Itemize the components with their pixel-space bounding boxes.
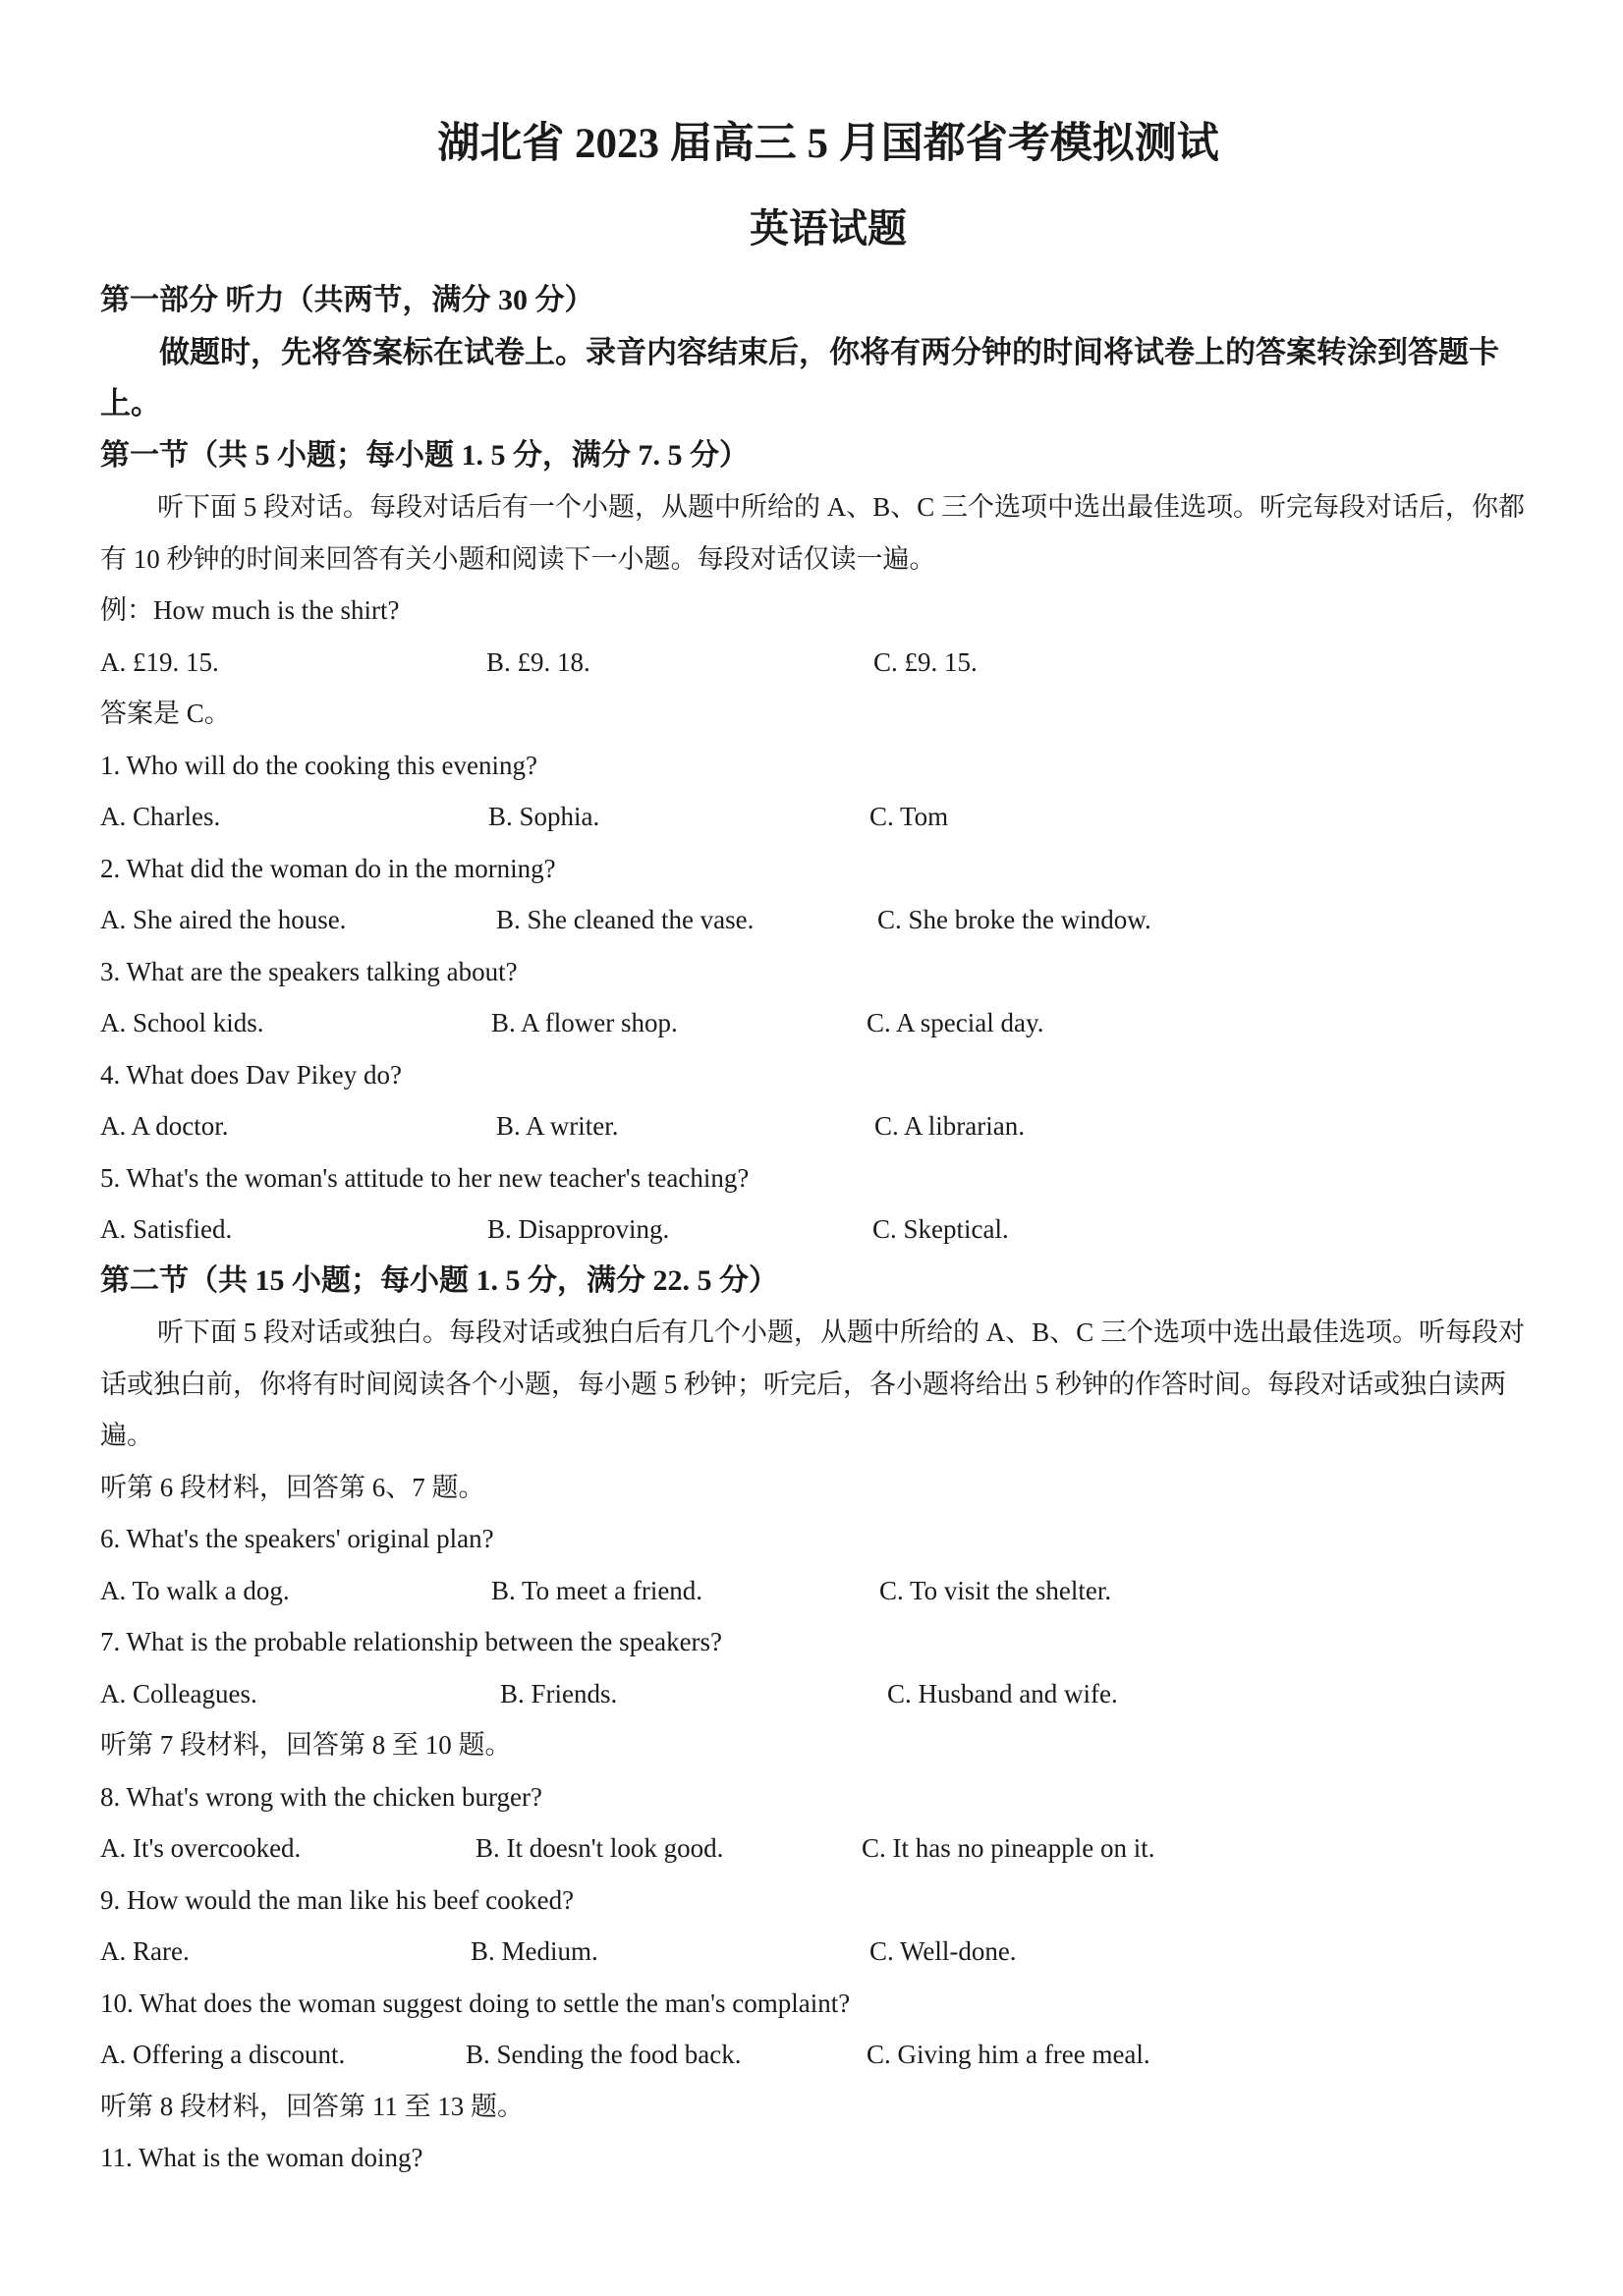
section2-heading: 第二节（共 15 小题；每小题 1. 5 分，满分 22. 5 分） (100, 1263, 778, 1297)
option-a: A. A doctor. (100, 1111, 229, 1141)
question-10-options (100, 2029, 1539, 2081)
section1-instruction: 听下面 5 段对话。每段对话后有一个小题，从题中所给的 A、B、C 三个选项中选出最佳选项。听完每段对话后，你都有 10 秒钟的时间来回答有关小题和阅读下一小题。每段对话仅读一遍。 (100, 492, 1526, 574)
option-c: C. Giving him a free meal. (867, 2040, 1150, 2069)
option-a: A. She aired the house. (100, 905, 347, 934)
option-c: C. Skeptical. (872, 1214, 1009, 1244)
part1-instruction: 做题时，先将答案标在试卷上。录音内容结束后，你将有两分钟的时间将试卷上的答案转涂到答题卡上。 (100, 334, 1499, 420)
option-a: A. Charles. (100, 802, 221, 831)
option-b: B. It doesn't look good. (476, 1833, 724, 1863)
option-a: A. Satisfied. (100, 1214, 233, 1244)
option-a: A. School kids. (100, 1008, 264, 1037)
question-5-options (100, 1204, 1539, 1256)
question-10: 10. What does the woman suggest doing to settle the man's complaint? (100, 1988, 851, 2018)
option-c: C. To visit the shelter. (879, 1575, 1112, 1605)
section2-instruction: 听下面 5 段对话或独白。每段对话或独白后有几个小题，从题中所给的 A、B、C 三个选项中选出最佳选项。听每段对话或独白前，你将有时间阅读各个小题，每小题 5 秒钟；听完后，各小题将给出 5 秒钟的作答时间。每段对话或独白读两遍。 (100, 1317, 1526, 1450)
material-8-note: 听第 8 段材料，回答第 11 至 13 题。 (100, 2091, 524, 2121)
option-c: C. Well-done. (869, 1936, 1017, 1966)
question-9-options (100, 1926, 1539, 1978)
question-11: 11. What is the woman doing? (100, 2143, 423, 2172)
option-c: C. A special day. (867, 1008, 1044, 1037)
option-a: A. Colleagues. (100, 1678, 257, 1708)
example-options (100, 637, 1539, 689)
option-b: B. Sophia. (488, 802, 600, 831)
option-a: A. It's overcooked. (100, 1833, 302, 1863)
option-c: C. Tom (869, 802, 949, 831)
question-8-options (100, 1822, 1539, 1875)
question-5: 5. What's the woman's attitude to her new teacher's teaching? (100, 1162, 750, 1193)
example-question: 例：How much is the shirt? (100, 595, 400, 625)
material-6-note: 听第 6 段材料，回答第 6、7 题。 (100, 1472, 485, 1502)
option-c: C. It has no pineapple on it. (862, 1833, 1155, 1863)
question-7-options (100, 1668, 1539, 1720)
question-4-options (100, 1100, 1539, 1152)
question-3-options (100, 997, 1539, 1049)
example-answer: 答案是 C。 (100, 699, 231, 728)
option-b: B. £9. 18. (486, 646, 590, 677)
question-1-options (100, 791, 1539, 843)
option-b: B. To meet a friend. (491, 1575, 703, 1605)
question-9: 9. How would the man like his beef cooked? (100, 1884, 575, 1915)
question-6: 6. What's the speakers' original plan? (100, 1524, 494, 1553)
question-8: 8. What's wrong with the chicken burger? (100, 1781, 542, 1812)
question-7: 7. What is the probable relationship between the speakers? (100, 1627, 723, 1656)
option-b: B. Friends. (500, 1678, 618, 1708)
question-6-options (100, 1565, 1539, 1617)
option-b: B. Sending the food back. (466, 2040, 742, 2069)
question-2: 2. What did the woman do in the morning? (100, 853, 556, 883)
option-a: A. To walk a dog. (100, 1575, 290, 1605)
question-2-options (100, 894, 1539, 946)
option-c: C. A librarian. (874, 1111, 1025, 1141)
option-b: B. She cleaned the vase. (496, 905, 755, 934)
part1-heading: 第一部分 听力（共两节，满分 30 分） (100, 284, 594, 316)
option-a: A. £19. 15. (100, 646, 219, 677)
exam-title: 湖北省 2023 届高三 5 月国都省考模拟测试 (437, 121, 1219, 167)
option-b: B. A writer. (496, 1111, 619, 1141)
option-c: C. She broke the window. (877, 905, 1151, 934)
question-4: 4. What does Dav Pikey do? (100, 1059, 402, 1090)
question-1: 1. Who will do the cooking this evening? (100, 750, 537, 780)
option-a: A. Rare. (100, 1936, 190, 1966)
exam-subtitle: 英语试题 (750, 206, 907, 251)
section1-heading: 第一节（共 5 小题；每小题 1. 5 分，满分 7. 5 分） (100, 438, 749, 472)
option-a: A. Offering a discount. (100, 2040, 346, 2069)
option-b: B. Medium. (471, 1936, 598, 1966)
option-b: B. Disapproving. (487, 1214, 670, 1244)
option-c: C. Husband and wife. (887, 1678, 1118, 1708)
option-c: C. £9. 15. (873, 646, 978, 677)
option-b: B. A flower shop. (491, 1008, 678, 1037)
material-7-note: 听第 7 段材料，回答第 8 至 10 题。 (100, 1730, 512, 1760)
question-3: 3. What are the speakers talking about? (100, 956, 518, 986)
